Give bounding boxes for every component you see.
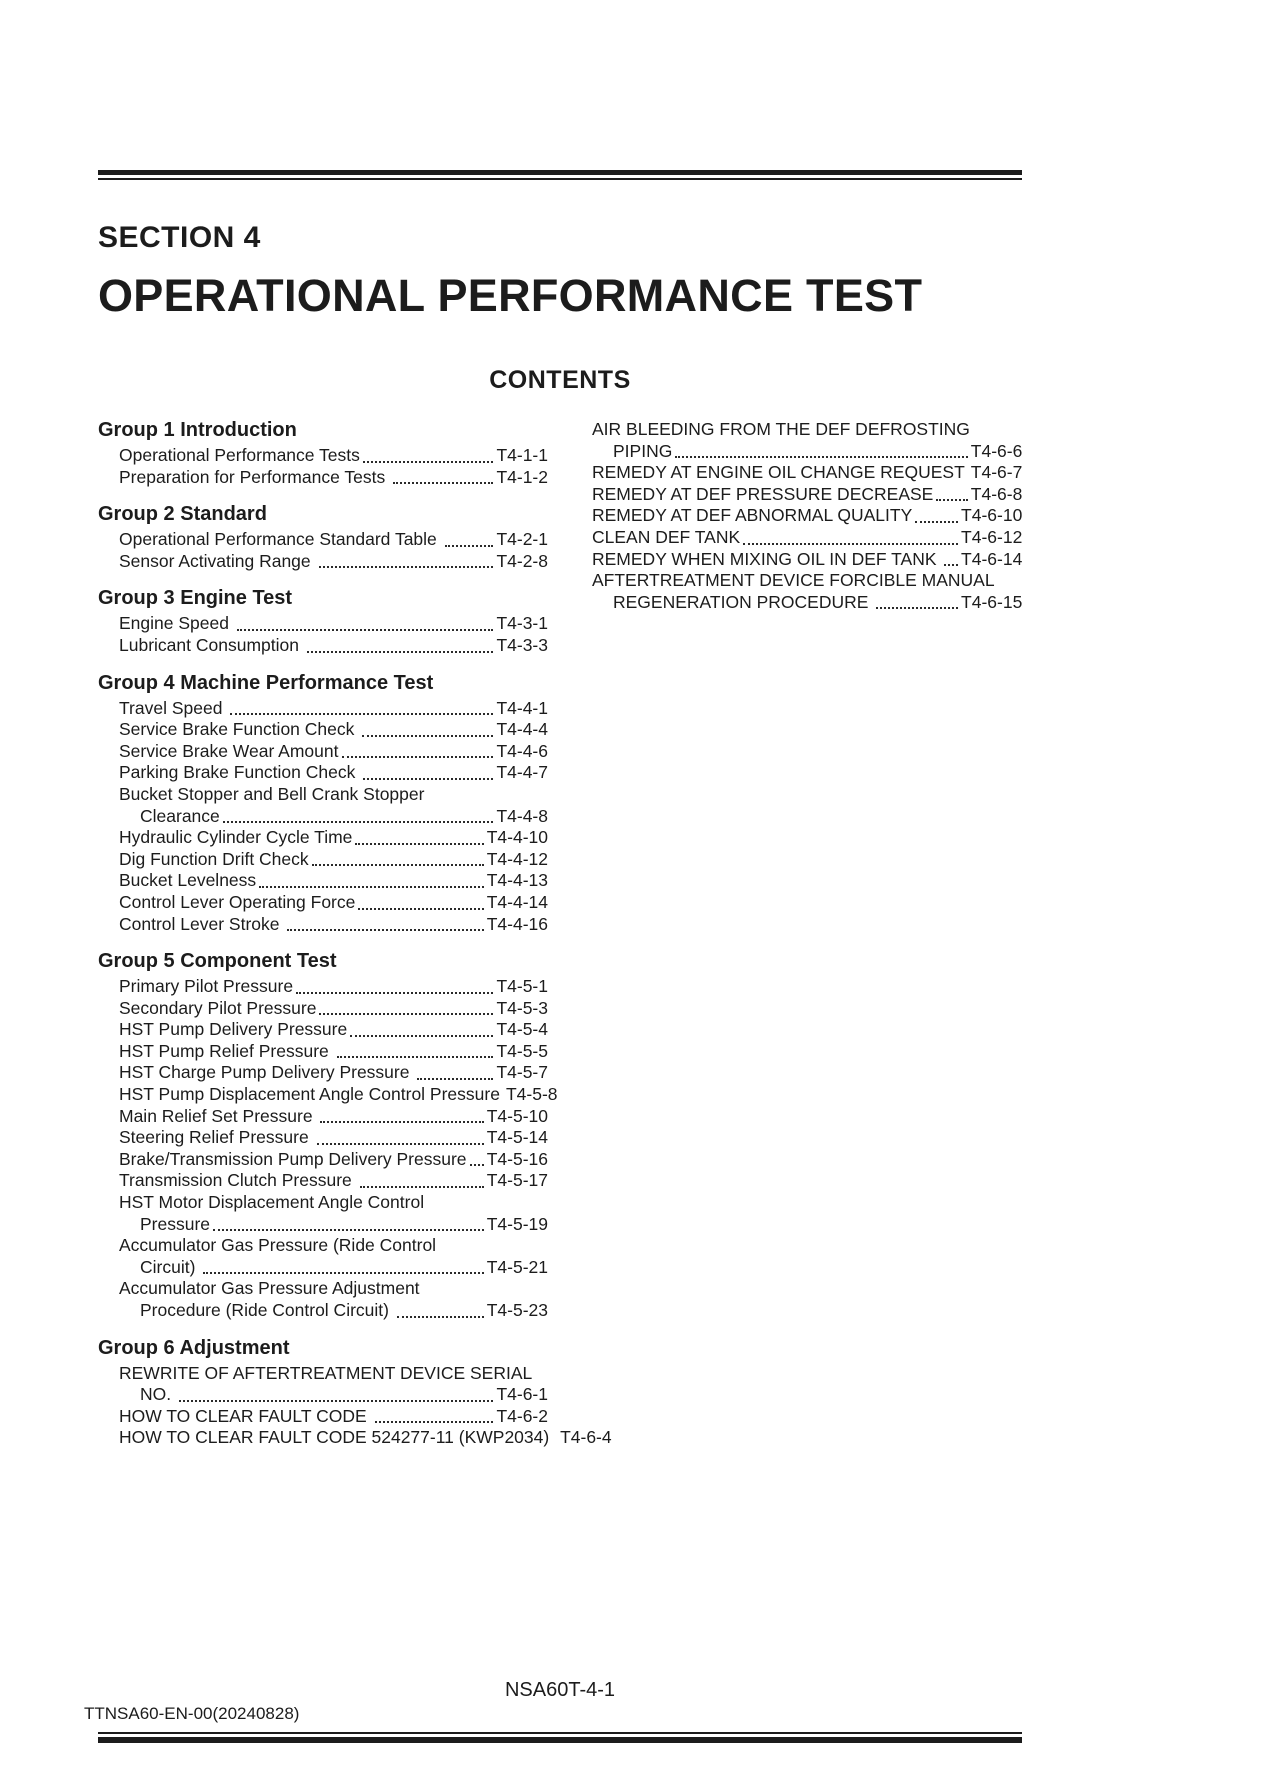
leader-dots	[362, 715, 493, 737]
document-code: TTNSA60-EN-00(20240828)	[84, 1704, 300, 1723]
toc-entry-label: HST Motor Displacement Angle Control	[119, 1192, 425, 1213]
toc-entry-label: Steering Relief Pressure	[119, 1127, 314, 1148]
toc-page-ref: T4-5-10	[486, 1105, 548, 1126]
toc-group-heading: Group 4 Machine Performance Test	[98, 671, 434, 694]
toc-entry-label: Primary Pilot Pressure	[119, 976, 294, 997]
leader-dots	[417, 1058, 493, 1080]
toc-page-ref: T4-4-7	[496, 762, 548, 783]
toc-entry	[98, 1170, 548, 1192]
leader-dots	[393, 463, 493, 485]
page-title: OPERATIONAL PERFORMANCE TEST	[98, 270, 923, 321]
toc-page-ref: T4-4-12	[486, 848, 548, 869]
toc-page-ref: T4-6-6	[970, 440, 1023, 461]
leader-dots	[876, 588, 958, 610]
page-content	[98, 0, 1022, 1449]
toc-entry-label: Bucket Levelness	[119, 870, 257, 891]
toc-entry-label: Circuit)	[140, 1256, 201, 1277]
toc-entry-line	[119, 1300, 548, 1322]
toc-page-ref: T4-5-1	[496, 976, 548, 997]
bottom-rule-thin	[98, 1732, 1022, 1734]
toc-page-ref: T4-6-14	[961, 548, 1023, 569]
toc-entry-label: Control Lever Operating Force	[119, 891, 356, 912]
toc-entry-label: Transmission Clutch Pressure	[119, 1170, 357, 1191]
toc-page-ref: T4-5-7	[496, 1062, 548, 1083]
toc-entry-label: NO.	[140, 1384, 176, 1405]
toc-group-heading: Group 6 Adjustment	[98, 1336, 290, 1359]
toc-page-ref: T4-4-13	[486, 870, 548, 891]
leader-dots	[213, 1210, 484, 1232]
toc-entry-label: Preparation for Performance Tests	[119, 466, 391, 487]
toc-entry-label: CLEAN DEF TANK	[592, 526, 741, 547]
toc-entry-label: Clearance	[140, 805, 220, 826]
toc-entry-label: Travel Speed	[119, 697, 228, 718]
toc-entry	[98, 1363, 548, 1406]
section-label: SECTION 4	[98, 221, 261, 254]
toc-entry	[592, 549, 1022, 571]
toc-right-column	[592, 419, 1022, 613]
toc-entry-line	[119, 467, 548, 489]
toc-entry-line	[119, 1170, 548, 1192]
leader-dots	[317, 1123, 484, 1145]
toc-entry-label: HST Charge Pump Delivery Pressure	[119, 1062, 415, 1083]
toc-page-ref: T4-4-16	[486, 913, 548, 934]
toc-page-ref: T4-2-8	[496, 550, 548, 571]
top-rule-thin	[98, 178, 1022, 180]
leader-dots	[307, 631, 494, 653]
leader-dots	[743, 523, 958, 545]
toc-page-ref: T4-6-1	[496, 1384, 548, 1405]
top-rule	[98, 0, 1022, 180]
toc-page-ref: T4-2-1	[496, 529, 548, 550]
toc-entry-label: Operational Performance Standard Table	[119, 529, 442, 550]
leader-dots	[342, 737, 494, 759]
toc-entry-line	[119, 1214, 548, 1236]
toc-entry-label: Pressure	[140, 1213, 211, 1234]
leader-dots	[296, 972, 493, 994]
toc-entry-label: REMEDY AT DEF PRESSURE DECREASE	[592, 483, 934, 504]
toc-page-ref: T4-6-4	[560, 1427, 612, 1448]
toc-page-ref: T4-5-19	[486, 1213, 548, 1234]
toc-page-ref: T4-6-15	[961, 591, 1023, 612]
leader-dots	[675, 437, 967, 459]
toc-entry-label: Lubricant Consumption	[119, 634, 304, 655]
toc-entry-label: Secondary Pilot Pressure	[119, 997, 317, 1018]
toc-entry	[98, 1062, 548, 1084]
toc-entry-label: Operational Performance Tests	[119, 445, 360, 465]
leader-dots	[287, 910, 483, 932]
leader-dots	[223, 802, 494, 824]
bottom-rule	[98, 1732, 1022, 1743]
leader-dots	[936, 480, 967, 502]
leader-dots	[203, 1253, 483, 1275]
toc-page-ref: T4-5-8	[505, 1084, 558, 1105]
toc-page-ref: T4-1-1	[496, 445, 548, 465]
toc-entry-label: HST Pump Displacement Angle Control Pressure	[119, 1084, 500, 1105]
toc-entry-label: REMEDY WHEN MIXING OIL IN DEF TANK	[592, 548, 942, 569]
toc-entry-label: Accumulator Gas Pressure (Ride Control	[119, 1235, 437, 1256]
toc-entry-line	[119, 762, 548, 784]
toc-page-ref: T4-3-3	[496, 634, 548, 655]
toc-entry-line	[119, 1257, 548, 1279]
toc-entry	[98, 1427, 612, 1449]
toc-entry-label: Procedure (Ride Control Circuit)	[140, 1300, 394, 1320]
toc-entry-label: PIPING	[613, 440, 673, 461]
toc-page-ref: T4-4-14	[486, 891, 548, 912]
toc-entry-label: AFTERTREATMENT DEVICE FORCIBLE MANUAL	[592, 570, 995, 591]
toc-entry-line	[119, 1427, 612, 1449]
toc-entry	[98, 914, 548, 936]
toc-page-ref: T4-5-16	[486, 1148, 548, 1169]
toc-entry-label: Parking Brake Function Check	[119, 762, 361, 783]
table-of-contents	[98, 419, 1022, 1449]
toc-entry-label: Engine Speed	[119, 613, 234, 634]
toc-entry	[592, 419, 1022, 462]
toc-page-ref: T4-5-4	[496, 1019, 548, 1040]
toc-group-heading: Group 1 Introduction	[98, 419, 297, 441]
leader-dots	[319, 547, 494, 569]
leader-dots	[237, 609, 494, 631]
toc-group-heading: Group 3 Engine Test	[98, 587, 293, 610]
top-rule-thick	[98, 170, 1022, 175]
page-number: NSA60T-4-1	[504, 1679, 616, 1701]
toc-entry-label: Control Lever Stroke	[119, 913, 285, 934]
leader-dots	[363, 441, 494, 463]
toc-page-ref: T4-6-2	[496, 1405, 548, 1426]
toc-entry-label: Service Brake Wear Amount	[119, 740, 339, 761]
toc-entry-label: HST Pump Delivery Pressure	[119, 1019, 348, 1040]
toc-page-ref: T4-1-2	[496, 466, 548, 487]
toc-entry-label: Sensor Activating Range	[119, 550, 316, 571]
leader-dots	[915, 501, 958, 523]
toc-entry-label: HST Pump Relief Pressure	[119, 1040, 334, 1061]
toc-entry-label: Brake/Transmission Pump Delivery Pressure	[119, 1148, 467, 1169]
toc-page-ref: T4-5-5	[496, 1040, 548, 1061]
toc-entry	[98, 762, 548, 784]
toc-group-heading: Group 2 Standard	[98, 503, 267, 526]
toc-entry-label: REGENERATION PROCEDURE	[613, 591, 874, 612]
toc-group-heading: Group 5 Component Test	[98, 950, 337, 973]
toc-page-ref: T4-5-17	[486, 1170, 548, 1191]
toc-entry-label: REMEDY AT ENGINE OIL CHANGE REQUEST	[592, 462, 965, 483]
contents-heading: CONTENTS	[489, 366, 631, 394]
leader-dots	[320, 1102, 483, 1124]
toc-entry-line	[592, 441, 1022, 463]
toc-entry-label: HOW TO CLEAR FAULT CODE	[119, 1405, 372, 1426]
toc-entry-label: Hydraulic Cylinder Cycle Time	[119, 827, 353, 848]
toc-entry-line	[119, 1062, 548, 1084]
toc-left-column	[98, 419, 612, 1449]
toc-entry-label: REMEDY AT DEF ABNORMAL QUALITY	[592, 505, 913, 526]
toc-entry	[98, 1192, 548, 1235]
leader-dots	[230, 694, 493, 716]
leader-dots	[259, 866, 484, 888]
toc-page-ref: T4-6-8	[970, 483, 1023, 504]
leader-dots	[337, 1037, 494, 1059]
toc-entry-label: Main Relief Set Pressure	[119, 1105, 318, 1126]
toc-page-ref: T4-4-1	[496, 697, 548, 718]
toc-entry	[98, 635, 548, 657]
toc-page-ref: T4-3-1	[496, 613, 548, 634]
toc-entry-line	[592, 549, 1022, 571]
toc-entry-label: Bucket Stopper and Bell Crank Stopper	[119, 783, 425, 804]
toc-entry-line	[119, 635, 548, 657]
toc-page-ref: T4-4-6	[496, 740, 548, 761]
toc-entry-label: Service Brake Function Check	[119, 719, 360, 740]
toc-page-ref: T4-5-14	[486, 1127, 548, 1148]
leader-dots	[358, 888, 483, 910]
toc-entry-label: Dig Function Drift Check	[119, 848, 309, 869]
toc-entry-line	[119, 1406, 548, 1428]
toc-entry	[98, 1406, 548, 1428]
toc-page-ref: T4-6-10	[961, 505, 1023, 526]
toc-entry	[98, 467, 548, 489]
leader-dots	[355, 823, 483, 845]
leader-dots	[363, 758, 493, 780]
toc-page-ref: T4-6-7	[970, 462, 1023, 483]
toc-entry-line	[119, 914, 548, 936]
toc-entry-line	[592, 592, 1022, 614]
leader-dots	[350, 1015, 493, 1037]
toc-entry	[98, 551, 548, 573]
toc-entry-label: Accumulator Gas Pressure Adjustment	[119, 1278, 420, 1299]
toc-page-ref: T4-4-8	[496, 805, 548, 826]
toc-entry	[592, 570, 1022, 613]
toc-page-ref: T4-5-23	[486, 1300, 548, 1320]
leader-dots	[360, 1166, 484, 1188]
toc-page-ref: T4-4-10	[486, 827, 548, 848]
leader-dots	[470, 1145, 484, 1167]
leader-dots	[944, 545, 958, 567]
leader-dots	[397, 1296, 484, 1318]
toc-entry-line	[119, 551, 548, 573]
leader-dots	[375, 1402, 494, 1424]
toc-page-ref: T4-4-4	[496, 719, 548, 740]
toc-page-ref: T4-6-12	[961, 526, 1023, 547]
toc-entry	[98, 784, 548, 827]
toc-entry-label: REWRITE OF AFTERTREATMENT DEVICE SERIAL	[119, 1362, 533, 1383]
leader-dots	[179, 1380, 493, 1402]
leader-dots	[319, 994, 493, 1016]
toc-page-ref: T4-5-3	[496, 997, 548, 1018]
toc-entry-label: HOW TO CLEAR FAULT CODE 524277-11 (KWP2034)	[119, 1427, 555, 1448]
leader-dots	[445, 525, 494, 547]
toc-entry	[98, 1278, 548, 1321]
toc-entry	[98, 1235, 548, 1278]
bottom-rule-thick	[98, 1737, 1022, 1743]
toc-page-ref: T4-5-21	[486, 1256, 548, 1277]
toc-entry-label: AIR BLEEDING FROM THE DEF DEFROSTING	[592, 419, 970, 439]
leader-dots	[312, 845, 484, 867]
